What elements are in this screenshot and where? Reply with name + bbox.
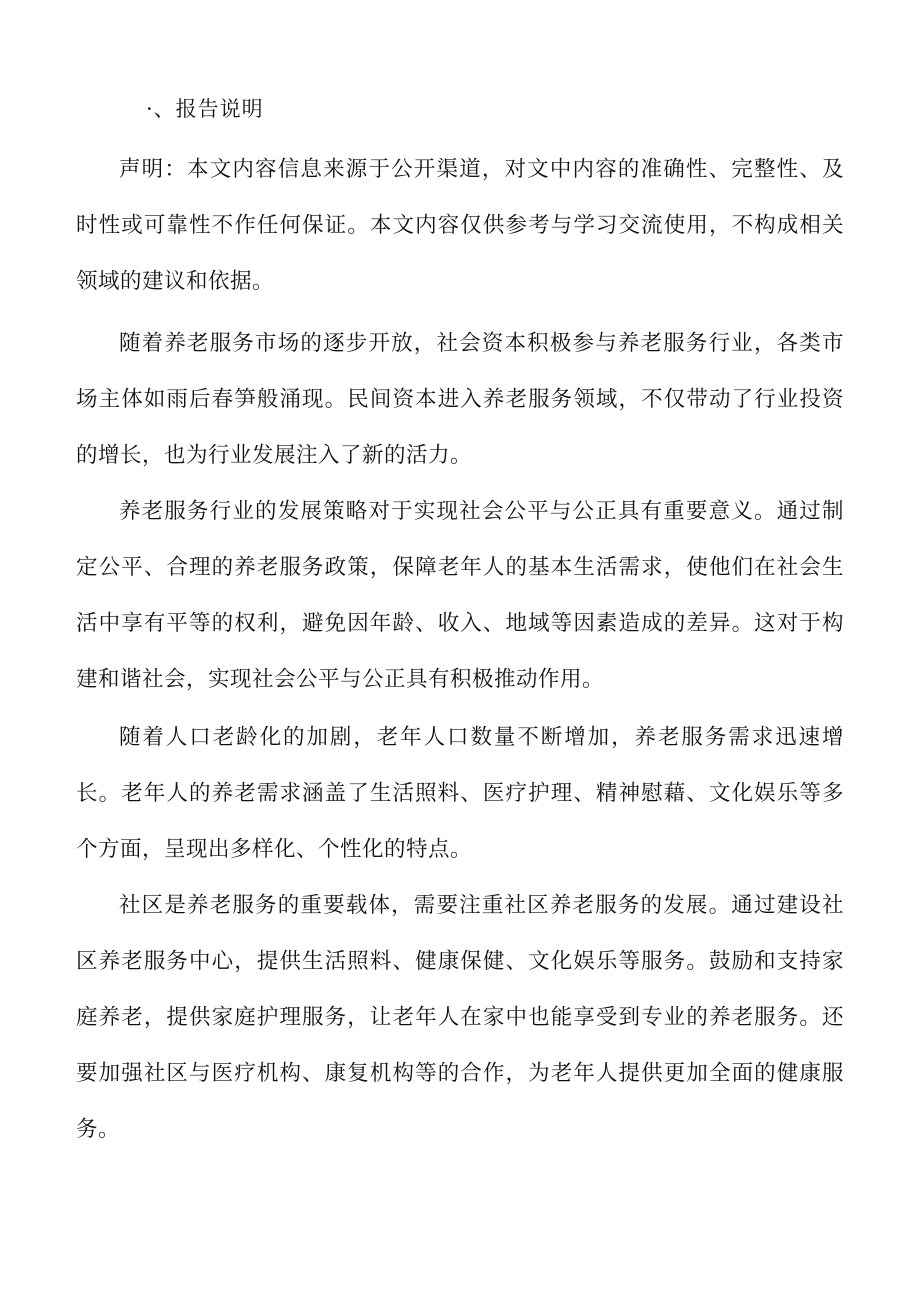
body-paragraph: 随着养老服务市场的逐步开放，社会资本积极参与养老服务行业，各类市场主体如雨后春笋般涌现。民间资本进入养老服务领域，不仅带动了行业投资的增长，也为行业发展注入了新的活力。 [76,331,844,468]
body-paragraph: 随着人口老龄化的加剧，老年人口数量不断增加，养老服务需求迅速增长。老年人的养老需求涵盖了生活照料、医疗护理、精神慰藉、文化娱乐等多个方面，呈现出多样化、个性化的特点。 [76,725,844,862]
body-paragraph: 社区是养老服务的重要载体，需要注重社区养老服务的发展。通过建设社区养老服务中心，提供生活照料、健康保健、文化娱乐等服务。鼓励和支持家庭养老，提供家庭护理服务，让老年人在家中也能享受到专业的养老服务。还要加强社区与医疗机构、康复机构等的合作，为老年人提供更加全面的健康服务。 [76,893,844,1142]
body-paragraph: 养老服务行业的发展策略对于实现社会公平与公正具有重要意义。通过制定公平、合理的养老服务政策，保障老年人的基本生活需求，使他们在社会生活中享有平等的权利，避免因年龄、收入、地域等因素造成的差异。这对于构建和谐社会，实现社会公平与公正具有积极推动作用。 [76,499,844,692]
section-heading: ·、报告说明 [146,97,264,121]
disclaimer-paragraph: 声明：本文内容信息来源于公开渠道，对文中内容的准确性、完整性、及时性或可靠性不作任何保证。本文内容仅供参考与学习交流使用，不构成相关领域的建议和依据。 [76,157,844,294]
